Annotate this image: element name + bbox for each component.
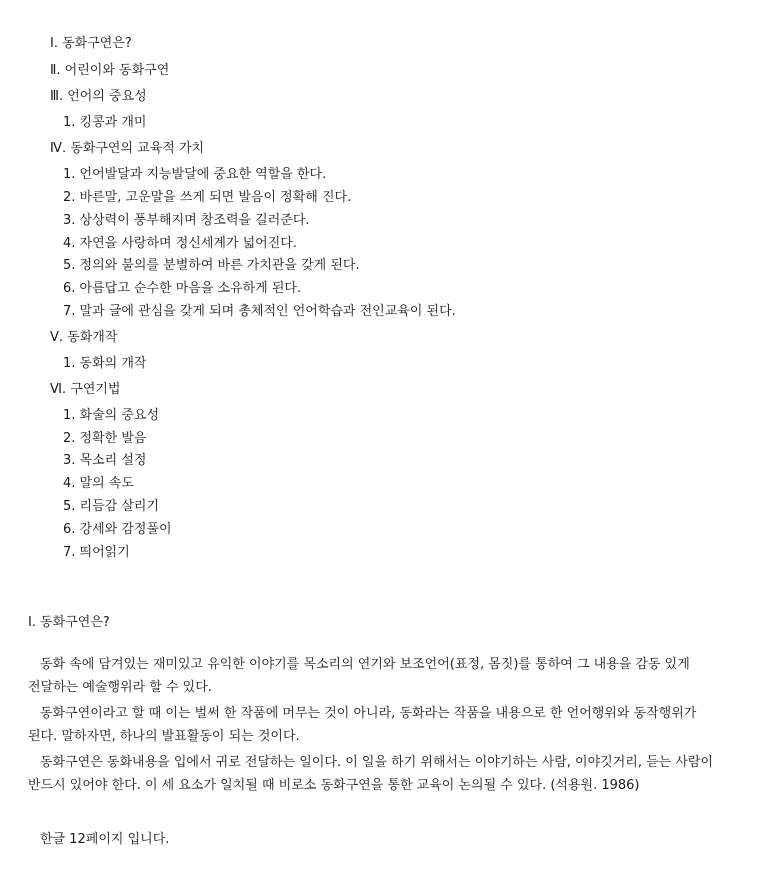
toc-item: 2. 바른말, 고운말을 쓰게 되면 발음이 정확해 진다. — [63, 190, 352, 205]
toc-item: 6. 강세와 감정풀이 — [63, 522, 172, 537]
toc-heading-2: Ⅱ. 어린이와 동화구연 — [50, 63, 170, 78]
toc-item: 4. 말의 속도 — [63, 476, 134, 491]
section-heading: Ⅰ. 동화구연은? — [28, 615, 110, 630]
paragraph-3: 동화구연은 동화내용을 입에서 귀로 전달하는 일이다. 이 일을 하기 위해서는 이야기하는 사람, 이야깃거리, 듣는 사람이 반드시 있어야 한다. 이 세 요소가 일치될 때 비로소 동화구연을 통한 교육이 논의될 수 있다. (석용원. 1986) — [28, 755, 714, 793]
toc-item: 7. 말과 글에 관심을 갖게 되며 총체적인 언어학습과 전인교육이 된다. — [63, 304, 456, 319]
toc-heading-1: Ⅰ. 동화구연은? — [50, 36, 132, 51]
paragraph-2: 동화구연이라고 할 때 이는 벌써 한 작품에 머무는 것이 아니라, 동화라는 작품을 내용으로 한 언어행위와 동작행위가 된다. 말하자면, 하나의 발표활동이 되는 것이다. — [28, 706, 697, 744]
toc-item: 3. 목소리 설정 — [63, 453, 147, 468]
toc-item: 3. 상상력이 풍부해지며 창조력을 길러준다. — [63, 213, 310, 228]
toc-heading-3: Ⅲ. 언어의 중요성 — [50, 89, 147, 104]
toc-item: 2. 정확한 발음 — [63, 431, 147, 446]
toc-item: 1. 언어발달과 지능발달에 중요한 역할을 한다. — [63, 167, 327, 182]
toc-item: 1. 화술의 중요성 — [63, 408, 160, 423]
toc-item: 5. 리듬감 살리기 — [63, 499, 160, 514]
toc-item: 6. 아름답고 순수한 마음을 소유하게 된다. — [63, 281, 302, 296]
toc-item: 7. 띄어읽기 — [63, 545, 130, 560]
toc-item: 4. 자연을 사랑하며 정신세계가 넓어진다. — [63, 236, 297, 251]
toc-heading-6: Ⅵ. 구연기법 — [50, 382, 121, 397]
paragraph-1: 동화 속에 담겨있는 재미있고 유익한 이야기를 목소리의 연기와 보조언어(표정, 몸짓)를 통하여 그 내용을 감동 있게 전달하는 예술행위라 할 수 있다. — [28, 657, 690, 695]
page-note: 한글 12페이지 입니다. — [40, 832, 170, 847]
toc-heading-5: Ⅴ. 동화개작 — [50, 330, 118, 345]
toc-item: 1. 킹콩과 개미 — [63, 115, 147, 130]
toc-heading-4: Ⅳ. 동화구연의 교육적 가치 — [50, 141, 205, 156]
toc-item: 1. 동화의 개작 — [63, 356, 147, 371]
toc-item: 5. 정의와 불의를 분별하여 바른 가치관을 갖게 된다. — [63, 258, 360, 273]
